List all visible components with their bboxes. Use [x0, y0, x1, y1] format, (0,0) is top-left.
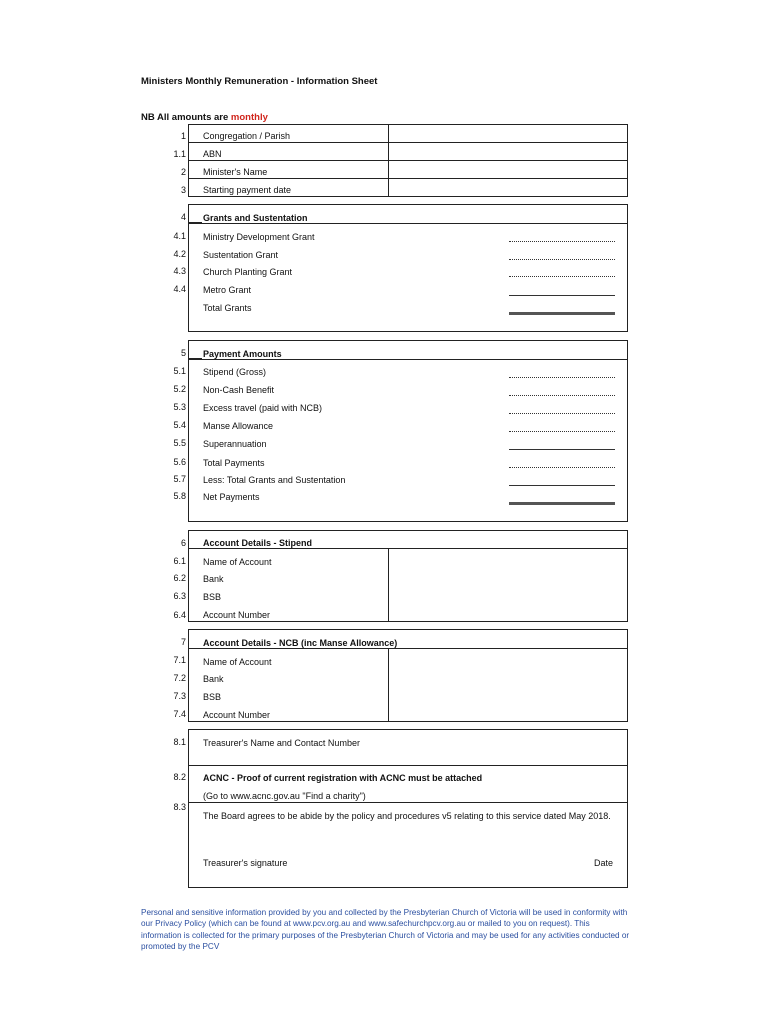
stipend-account-number-label: Account Number: [203, 610, 271, 620]
non-cash-benefit-label: Non-Cash Benefit: [203, 385, 275, 395]
payments-heading-row: [189, 341, 627, 360]
section-number: 6: [180, 538, 186, 548]
section-number: 5: [180, 348, 186, 358]
row-number: 3: [180, 185, 186, 195]
manse-allowance-label: Manse Allowance: [203, 421, 274, 431]
start-date-row[interactable]: [189, 179, 627, 197]
stipend-bank-label: Bank: [203, 574, 224, 584]
net-payments-field[interactable]: [509, 502, 615, 505]
ncb-account-details-field[interactable]: [389, 649, 627, 721]
row-number: 1: [180, 131, 186, 141]
less-total-grants-field[interactable]: [509, 485, 615, 486]
section-grants: [188, 204, 628, 332]
church-planting-grant-label: Church Planting Grant: [203, 267, 293, 277]
ncb-bsb-label: BSB: [203, 692, 222, 702]
treasurer-contact-label: Treasurer's Name and Contact Number: [203, 738, 360, 748]
row-number: 5.3: [173, 402, 186, 412]
grants-heading: Grants and Sustentation: [203, 213, 308, 223]
ncb-account-heading: Account Details - NCB (inc Manse Allowance): [203, 638, 398, 648]
board-agreement-text: The Board agrees to be abide by the policy and procedures v5 relating to this service dated May 2018.: [203, 811, 611, 821]
row-number: 4.1: [173, 231, 186, 241]
row-number: 7.2: [173, 673, 186, 683]
section-basic-details: [188, 124, 628, 197]
ministry-development-grant-field[interactable]: [509, 241, 615, 242]
nb-highlight: monthly: [230, 112, 268, 123]
row-number: 5.1: [173, 366, 186, 376]
row-number: 2: [180, 167, 186, 177]
row-number: 8.3: [173, 802, 186, 812]
metro-grant-field[interactable]: [509, 295, 615, 296]
nb-prefix: NB All amounts are: [141, 112, 231, 123]
section-payments: [188, 340, 628, 522]
minister-name-label: Minister's Name: [203, 167, 268, 177]
ncb-account-heading-row: [189, 630, 627, 649]
abn-row[interactable]: [189, 143, 627, 161]
stipend-label: Stipend (Gross): [203, 367, 267, 377]
row-number: 6.4: [173, 610, 186, 620]
row-number: 5.2: [173, 384, 186, 394]
treasurer-contact-row[interactable]: [189, 730, 627, 766]
row-number: 7.1: [173, 655, 186, 665]
sustentation-grant-field[interactable]: [509, 259, 615, 260]
section-number: 4: [180, 212, 186, 222]
row-number: 5.5: [173, 438, 186, 448]
row-number: 8.1: [173, 737, 186, 747]
manse-allowance-field[interactable]: [509, 431, 615, 432]
row-number: 7.3: [173, 691, 186, 701]
sustentation-grant-label: Sustentation Grant: [203, 250, 279, 260]
superannuation-field[interactable]: [509, 449, 615, 450]
section-account-stipend: [188, 530, 628, 622]
row-number: 5.6: [173, 457, 186, 467]
abn-label: ABN: [203, 149, 222, 159]
section-account-ncb: [188, 629, 628, 722]
excess-travel-label: Excess travel (paid with NCB): [203, 403, 323, 413]
section-number: 7: [180, 637, 186, 647]
privacy-notice: Personal and sensitive information provided by you and collected by the Presbyterian Church of Victoria will be used in conformity with our Privacy Policy (which can be found at www.pcv.org.au and www.safechurchpcv.org.au or mailed to you on request). This information is collected for the primary purposes of the Presbyterian Church of Victoria and may be used for any activities conducted or promoted by the PCV: [141, 908, 630, 951]
row-number: 5.4: [173, 420, 186, 430]
stipend-account-name-label: Name of Account: [203, 557, 272, 567]
stipend-account-details-field[interactable]: [389, 549, 627, 621]
row-number: 4.4: [173, 284, 186, 294]
row-number: 5.8: [173, 491, 186, 501]
page-title: Ministers Monthly Remuneration - Information Sheet: [141, 76, 378, 87]
row-number: 6.2: [173, 573, 186, 583]
superannuation-label: Superannuation: [203, 439, 267, 449]
stipend-bsb-label: BSB: [203, 592, 222, 602]
less-total-grants-label: Less: Total Grants and Sustentation: [203, 475, 346, 485]
metro-grant-label: Metro Grant: [203, 285, 252, 295]
treasurer-signature-label: Treasurer's signature: [203, 858, 288, 868]
payments-heading: Payment Amounts: [203, 349, 282, 359]
church-planting-grant-field[interactable]: [509, 276, 615, 277]
ncb-bank-label: Bank: [203, 674, 224, 684]
row-number: 6.3: [173, 591, 186, 601]
row-number: 4.3: [173, 266, 186, 276]
non-cash-benefit-field[interactable]: [509, 395, 615, 396]
stipend-account-heading: Account Details - Stipend: [203, 538, 313, 548]
row-number: 6.1: [173, 556, 186, 566]
acnc-note: (Go to www.acnc.gov.au "Find a charity"): [203, 791, 366, 801]
total-payments-field[interactable]: [509, 467, 615, 468]
ministry-development-grant-label: Ministry Development Grant: [203, 232, 315, 242]
section-treasurer: [188, 729, 628, 888]
row-number: 1.1: [173, 149, 186, 159]
row-number: 7.4: [173, 709, 186, 719]
congregation-row[interactable]: [189, 125, 627, 143]
total-grants-field[interactable]: [509, 312, 615, 315]
total-grants-label: Total Grants: [203, 303, 252, 313]
acnc-heading: ACNC - Proof of current registration with ACNC must be attached: [203, 773, 483, 783]
nb-note: [141, 112, 268, 123]
stipend-field[interactable]: [509, 377, 615, 378]
excess-travel-field[interactable]: [509, 413, 615, 414]
row-number: 8.2: [173, 772, 186, 782]
minister-name-row[interactable]: [189, 161, 627, 179]
date-label: Date: [593, 858, 613, 868]
row-number: 5.7: [173, 474, 186, 484]
stipend-account-heading-row: [189, 531, 627, 549]
ncb-account-name-label: Name of Account: [203, 657, 272, 667]
grants-heading-row: [189, 205, 627, 224]
acnc-divider: [189, 802, 627, 803]
start-date-label: Starting payment date: [203, 185, 292, 195]
net-payments-label: Net Payments: [203, 492, 260, 502]
total-payments-label: Total Payments: [203, 458, 265, 468]
congregation-label: Congregation / Parish: [203, 131, 291, 141]
ncb-account-number-label: Account Number: [203, 710, 271, 720]
row-number: 4.2: [173, 249, 186, 259]
